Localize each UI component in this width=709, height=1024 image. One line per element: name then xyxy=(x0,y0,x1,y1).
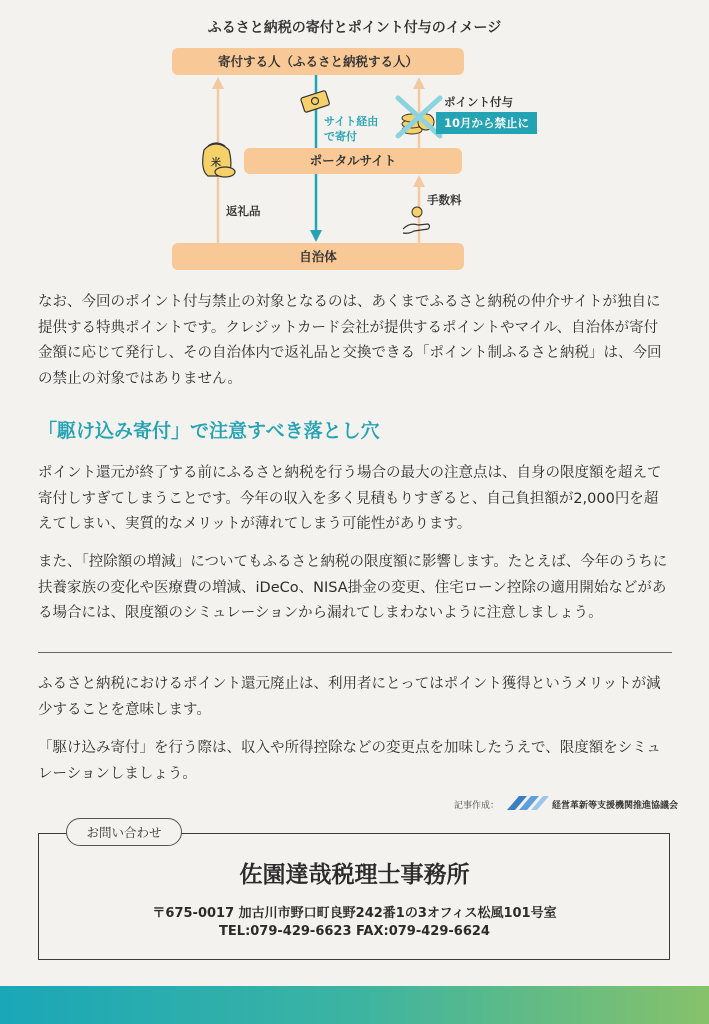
contact-tab-label: お問い合わせ xyxy=(66,818,182,846)
rice-bag-icon xyxy=(203,143,235,177)
fee-label: 手数料 xyxy=(427,193,462,207)
footer-gradient-band xyxy=(0,986,709,1024)
hand-coin-icon xyxy=(403,207,430,233)
article-paragraph-1: なお、今回のポイント付与禁止の対象となるのは、あくまでふるさと納税の仲介サイトが独自に提供する特典ポイントです。クレジットカード会社が提供するポイントやマイル、自治体が寄付金額に応じて発行し、その自治体内で返礼品と交換できる「ポイント制ふるさと納税」は、今回の禁止の対象ではありません。 xyxy=(38,294,662,387)
office-address: 〒675-0017 加古川市野口町良野242番1の3オフィス松風101号室 xyxy=(152,906,557,921)
via-site-label-2: で寄付 xyxy=(324,130,357,143)
office-name: 佐園達哉税理士事務所 xyxy=(239,862,470,888)
summary-paragraph-2: 「駆け込み寄付」を行う際は、収入や所得控除などの変更点を加味したうえで、限度額をシミュレーションしましょう。 xyxy=(38,740,661,782)
point-grant-label: ポイント付与 xyxy=(444,95,513,109)
donor-bar: 寄付する人（ふるさと納税する人） xyxy=(172,48,464,75)
ban-badge: 10月から禁止に xyxy=(436,112,537,134)
org-logo-icon xyxy=(505,792,551,812)
office-phone: TEL:079-429-6623 FAX:079-429-6624 xyxy=(219,924,490,939)
portal-bar: ポータルサイト xyxy=(244,148,462,174)
credit-label: 記事作成： xyxy=(454,801,500,811)
article-paragraph-2: ポイント還元が終了する前にふるさと納税を行う場合の最大の注意点は、自身の限度額を超えて寄付しすぎてしまうことです。今年の収入を多く見積もりすぎると、自己負担額が2,000円を超えてしまい、実質的なメリットが薄れてしまう可能性があります。 xyxy=(38,465,662,532)
summary-paragraph-1: ふるさと納税におけるポイント還元廃止は、利用者にとってはポイント獲得というメリットが減少することを意味します。 xyxy=(38,676,661,718)
article-paragraph-3: また、「控除額の増減」についてもふるさと納税の限度額に影響します。たとえば、今年のうちに扶養家族の変化や医療費の増減、iDeCo、NISA掛金の変更、住宅ローン控除の適用開始などがある場合には、限度額のシミュレーションから漏れてしまわないように注意しましょう。 xyxy=(38,554,668,621)
contact-box xyxy=(38,833,670,960)
money-bill-icon xyxy=(300,90,329,112)
rice-bag-glyph: 米 xyxy=(211,158,221,169)
return-gift-label: 返礼品 xyxy=(226,204,261,218)
municipality-bar: 自治体 xyxy=(172,243,464,270)
credit-org: 経営革新等支援機関推進協議会 xyxy=(552,801,679,811)
diagram-title: ふるさと納税の寄付とポイント付与のイメージ xyxy=(207,20,502,36)
section-heading: 「駆け込み寄付」で注意すべき落とし穴 xyxy=(38,420,380,442)
via-site-label-1: サイト経由 xyxy=(324,115,379,128)
divider xyxy=(38,652,672,653)
